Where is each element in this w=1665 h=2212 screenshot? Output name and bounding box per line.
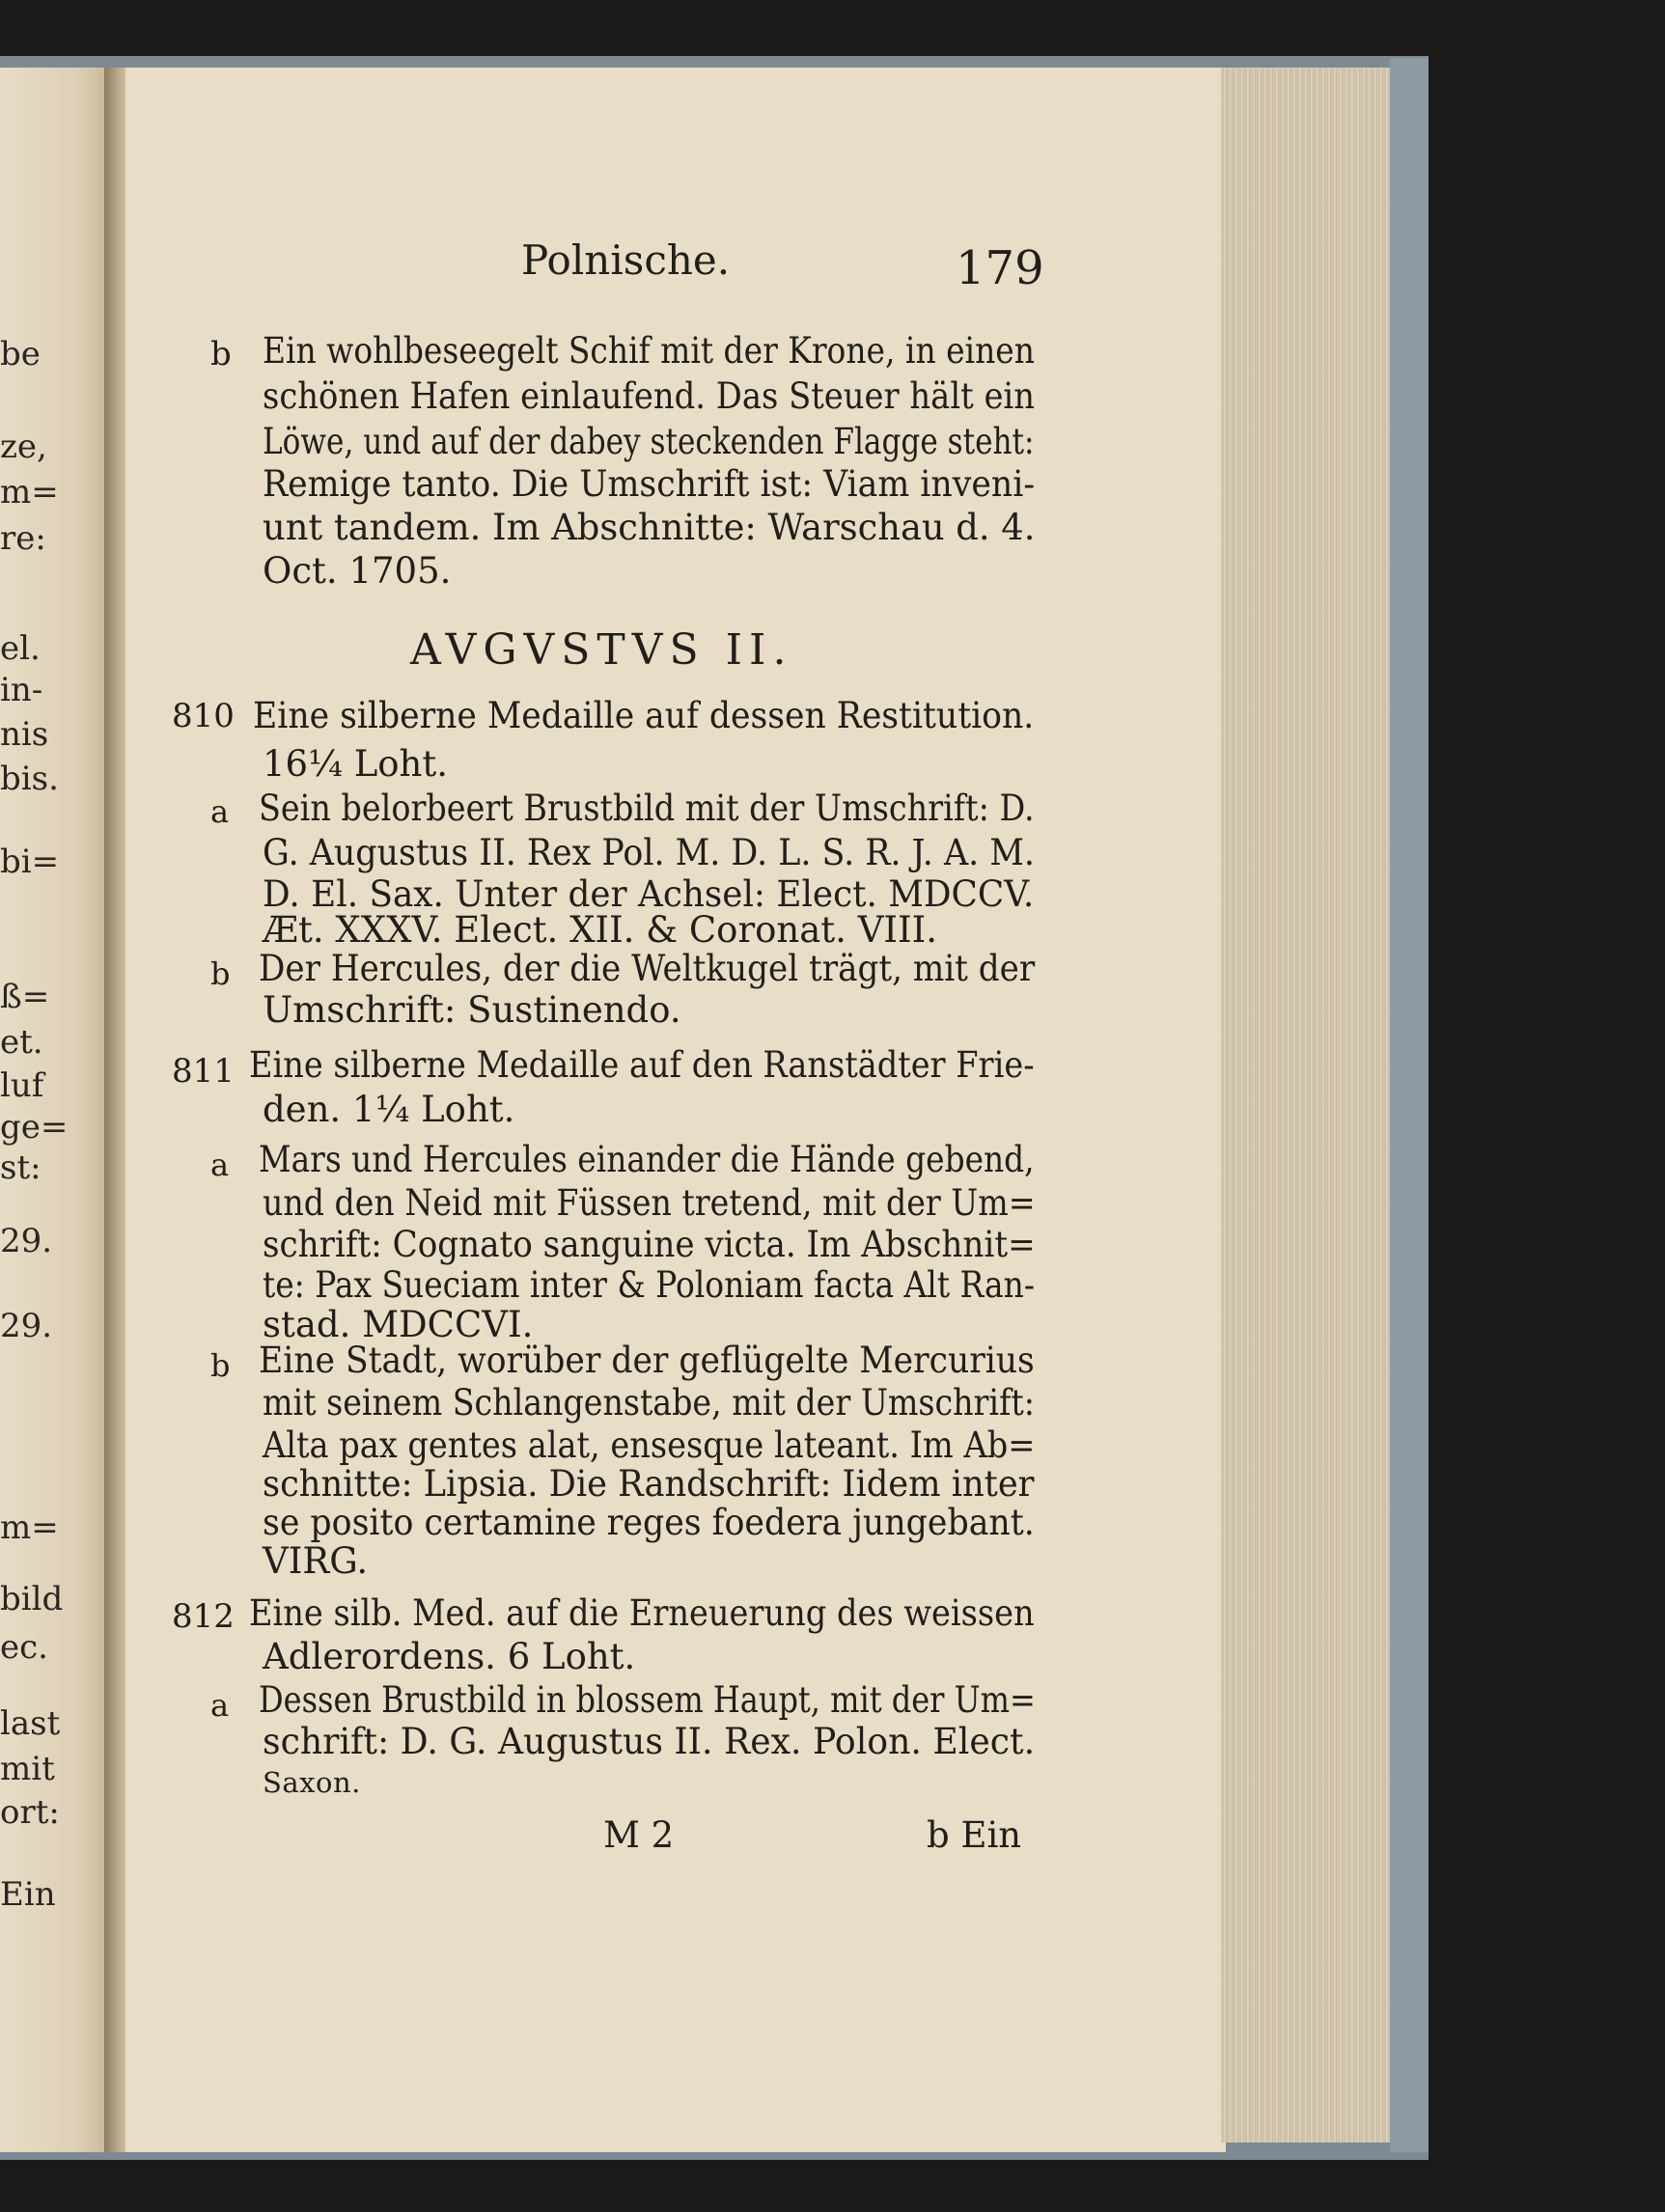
signature-mark: M 2	[603, 1814, 675, 1856]
text-line: und den Neid mit Füssen tretend, mit der Um=	[263, 1182, 1036, 1224]
left-fragment: m=	[0, 1508, 59, 1547]
left-fragment: be	[0, 335, 41, 373]
text-line: stad. MDCCVI.	[263, 1304, 534, 1345]
text-line: schnitte: Lipsia. Die Randschrift: Iidem inter	[263, 1463, 1035, 1505]
left-fragment: bi=	[0, 843, 60, 881]
entry-number: 810	[172, 697, 235, 735]
text-line: unt tandem. Im Abschnitte: Warschau d. 4.	[263, 507, 1036, 548]
left-fragment: et.	[0, 1023, 43, 1062]
text-line: Eine silberne Medaille auf den Ranstädter Frie-	[249, 1044, 1035, 1086]
left-fragment: bild	[0, 1580, 64, 1618]
running-head-title: Polnische.	[521, 236, 731, 284]
left-fragment: bis.	[0, 760, 59, 798]
section-heading: AVGVSTVS II.	[410, 625, 793, 675]
text-line: Dessen Brustbild in blossem Haupt, mit der Um=	[259, 1679, 1036, 1721]
text-line: Saxon.	[263, 1766, 361, 1799]
text-line: Oct. 1705.	[263, 550, 452, 592]
left-fragment: ze,	[0, 428, 47, 466]
text-line: Remige tanto. Die Umschrift ist: Viam inveni-	[263, 463, 1036, 505]
left-fragment: Ein	[0, 1875, 56, 1914]
text-line: Der Hercules, der die Weltkugel trägt, mit der	[259, 948, 1036, 989]
item-marker: a	[210, 793, 230, 830]
text-line: Löwe, und auf der dabey steckenden Flagge steht:	[263, 421, 1035, 462]
text-line: Eine silb. Med. auf die Erneuerung des weissen	[249, 1592, 1035, 1634]
text-line: Mars und Hercules einander die Hände gebend,	[259, 1139, 1035, 1180]
text-line: Adlerordens. 6 Loht.	[263, 1636, 636, 1677]
left-fragment: nis	[0, 715, 49, 754]
text-line: Eine silberne Medaille auf dessen Restitution.	[253, 695, 1035, 736]
item-marker: b	[210, 335, 232, 373]
item-marker: b	[210, 1347, 231, 1384]
page-edges	[1221, 68, 1395, 2143]
text-line: den. 1¼ Loht.	[263, 1089, 515, 1130]
text-line: schönen Hafen einlaufend. Das Steuer hält ein	[263, 375, 1036, 417]
text-line: Ein wohlbeseegelt Schif mit der Krone, in einen	[263, 330, 1035, 372]
entry-number: 812	[172, 1597, 235, 1636]
page-number: 179	[956, 241, 1044, 295]
text-line: D. El. Sax. Unter der Achsel: Elect. MDCCV.	[263, 873, 1035, 915]
text-line: te: Pax Sueciam inter & Poloniam facta Alt Ran-	[263, 1264, 1035, 1306]
text-line: se posito certamine reges foedera jungebant.	[263, 1502, 1035, 1543]
text-line: G. Augustus II. Rex Pol. M. D. L. S. R. J. A. M.	[263, 832, 1035, 873]
text-line: mit seinem Schlangenstabe, mit der Umschrift:	[263, 1382, 1035, 1424]
text-line: Sein belorbeert Brustbild mit der Umschrift: D.	[259, 788, 1035, 829]
entry-number: 811	[172, 1052, 235, 1091]
text-line: schrift: Cognato sanguine victa. Im Abschnit=	[263, 1224, 1036, 1265]
text-line: 16¼ Loht.	[263, 743, 449, 785]
text-line: Eine Stadt, worüber der geflügelte Mercurius	[259, 1340, 1035, 1381]
left-fragment: st:	[0, 1148, 42, 1187]
left-fragment: m=	[0, 473, 59, 512]
text-line: Æt. XXXV. Elect. XII. & Coronat. VIII.	[263, 909, 938, 951]
left-fragment: ß=	[0, 978, 50, 1016]
left-fragment: ort:	[0, 1793, 60, 1832]
text-line: VIRG.	[263, 1540, 369, 1582]
left-fragment: ge=	[0, 1108, 69, 1147]
left-fragment: re:	[0, 519, 46, 558]
left-fragment: mit	[0, 1750, 55, 1788]
item-marker: b	[210, 955, 231, 992]
cover-edge	[1390, 58, 1429, 2152]
left-fragment: luf	[0, 1066, 44, 1105]
catchword: b Ein	[927, 1814, 1022, 1856]
text-line: Umschrift: Sustinendo.	[263, 989, 681, 1031]
item-marker: a	[210, 1147, 230, 1183]
left-fragment: 29.	[0, 1307, 53, 1345]
left-fragment: 29.	[0, 1222, 53, 1260]
left-fragment: ec.	[0, 1628, 48, 1667]
text-line: schrift: D. G. Augustus II. Rex. Polon. Elect.	[263, 1721, 1036, 1762]
text-line: Alta pax gentes alat, ensesque lateant. Im Ab=	[263, 1424, 1036, 1466]
left-fragment: el.	[0, 629, 41, 668]
left-fragment: in-	[0, 671, 43, 709]
left-page	[0, 68, 108, 2152]
item-marker: a	[210, 1687, 230, 1724]
left-fragment: last	[0, 1704, 61, 1743]
